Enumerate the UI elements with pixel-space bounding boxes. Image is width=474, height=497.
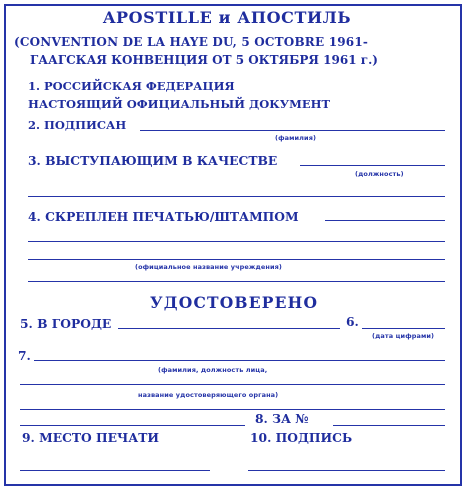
item4-seal-line[interactable] bbox=[325, 220, 445, 221]
apostille-stamp bbox=[4, 4, 462, 486]
item10-label: 10. ПОДПИСЬ bbox=[250, 430, 353, 445]
item7-caption: (фамилия, должность лица, bbox=[158, 366, 268, 374]
item3-caption: (должность) bbox=[355, 170, 404, 178]
item3-capacity-line[interactable] bbox=[300, 165, 445, 166]
item4-seal-line-3[interactable] bbox=[28, 259, 445, 260]
item3-label: 3. ВЫСТУПАЮЩИМ В КАЧЕСТВЕ bbox=[28, 153, 278, 168]
bottom-line-left[interactable] bbox=[20, 470, 210, 471]
item7-caption-2: название удостоверяющего органа) bbox=[138, 391, 279, 399]
bottom-line-right[interactable] bbox=[248, 470, 445, 471]
item1-country: 1. РОССИЙСКАЯ ФЕДЕРАЦИЯ bbox=[28, 79, 235, 93]
item7-label: 7. bbox=[18, 348, 31, 363]
item3-extra-line[interactable] bbox=[28, 196, 445, 197]
item2-label: 2. ПОДПИСАН bbox=[28, 118, 127, 132]
item7-authority-line-3[interactable] bbox=[20, 409, 445, 410]
item2-caption: (фамилия) bbox=[275, 134, 317, 142]
item6-date-line[interactable] bbox=[362, 328, 445, 329]
item4-seal-line-2[interactable] bbox=[28, 241, 445, 242]
item7-authority-line-2[interactable] bbox=[20, 384, 445, 385]
item1-document: НАСТОЯЩИЙ ОФИЦИАЛЬНЫЙ ДОКУМЕНТ bbox=[28, 97, 331, 111]
item6-label: 6. bbox=[346, 314, 359, 329]
convention-russian: ГААГСКАЯ КОНВЕНЦИЯ ОТ 5 ОКТЯБРЯ 1961 г.) bbox=[30, 53, 378, 67]
item8-label: 8. ЗА № bbox=[255, 411, 309, 426]
item2-signed-by-line[interactable] bbox=[140, 130, 445, 131]
form-title: APOSTILLE и АПОСТИЛЬ bbox=[103, 8, 352, 27]
item8-number-line[interactable] bbox=[333, 425, 445, 426]
item4-seal-line-4[interactable] bbox=[28, 281, 445, 282]
convention-french: (CONVENTION DE LA HAYE DU, 5 OCTOBRE 1961- bbox=[14, 35, 369, 49]
item4-caption: (официальное название учреждения) bbox=[135, 263, 282, 271]
item5-label: 5. В ГОРОДЕ bbox=[20, 316, 112, 331]
item5-city-line[interactable] bbox=[118, 328, 340, 329]
item8-number-left-line[interactable] bbox=[20, 425, 245, 426]
item7-authority-line[interactable] bbox=[34, 360, 445, 361]
certified-heading: УДОСТОВЕРЕНО bbox=[150, 293, 319, 312]
item6-caption: (дата цифрами) bbox=[372, 332, 435, 340]
item4-label: 4. СКРЕПЛЕН ПЕЧАТЬЮ/ШТАМПОМ bbox=[28, 209, 299, 224]
item9-label: 9. МЕСТО ПЕЧАТИ bbox=[22, 430, 160, 445]
